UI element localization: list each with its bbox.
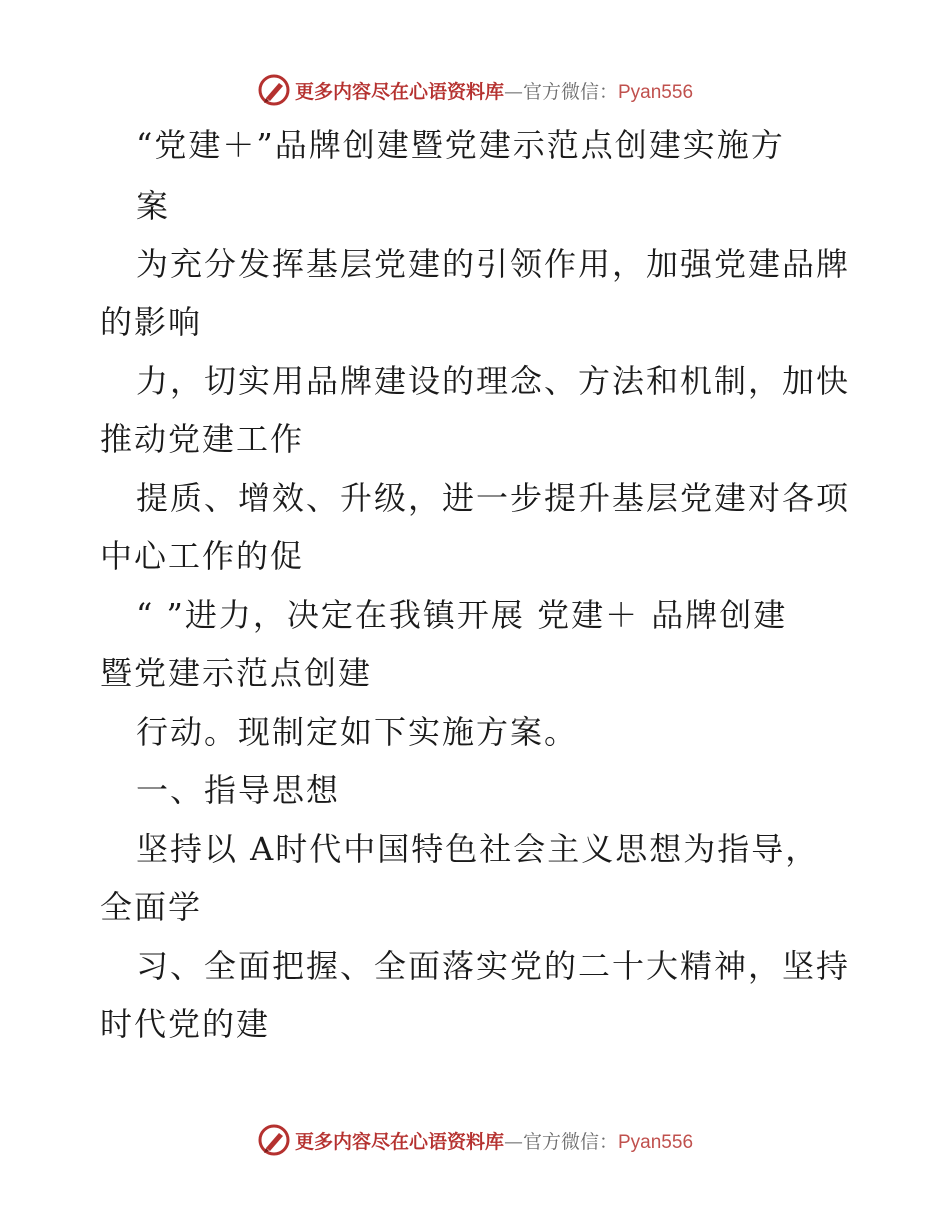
doc-paragraph-line: 时代党的建 — [100, 1005, 271, 1043]
footer-banner — [0, 1120, 950, 1160]
doc-paragraph-line: 暨党建示范点创建 — [100, 654, 373, 692]
doc-title-line-2: 案 — [136, 187, 171, 225]
pen-logo-icon — [257, 1123, 291, 1157]
header-wechat-id: Pyan556 — [618, 81, 694, 103]
footer-brand-text: 更多内容尽在心语资料库 — [294, 1130, 504, 1153]
doc-paragraph-line: 推动党建工作 — [100, 420, 305, 458]
doc-paragraph-line: “ ”进力，决定在我镇开展 党建＋ 品牌创建 — [136, 596, 788, 634]
footer-wechat-id: Pyan556 — [618, 1131, 694, 1153]
doc-paragraph-line: 行动。现制定如下实施方案。 — [136, 713, 579, 751]
doc-paragraph-line: 习、全面把握、全面落实党的二十大精神，坚持 — [136, 947, 851, 985]
footer-separator: — — [503, 1130, 523, 1153]
doc-paragraph-line: 提质、增效、升级，进一步提升基层党建对各项 — [136, 479, 851, 517]
doc-paragraph-line: 中心工作的促 — [100, 537, 305, 575]
header-banner-text — [295, 77, 693, 104]
header-brand-text: 更多内容尽在心语资料库 — [294, 80, 504, 103]
doc-paragraph-line: 坚持以 A时代中国特色社会主义思想为指导， — [136, 830, 820, 868]
footer-banner-text — [295, 1127, 693, 1154]
header-wechat-label: 官方微信： — [522, 80, 618, 103]
header-banner — [0, 70, 950, 110]
doc-section-heading: 一、指导思想 — [136, 771, 341, 809]
footer-wechat-label: 官方微信： — [522, 1130, 618, 1153]
pen-logo-icon — [257, 73, 291, 107]
doc-paragraph-line: 为充分发挥基层党建的引领作用，加强党建品牌 — [136, 245, 851, 283]
doc-title-line-1: “党建＋”品牌创建暨党建示范点创建实施方 — [136, 126, 785, 164]
doc-paragraph-line: 力，切实用品牌建设的理念、方法和机制，加快 — [136, 362, 851, 400]
header-separator: — — [503, 80, 523, 103]
doc-paragraph-line: 全面学 — [100, 888, 203, 926]
doc-paragraph-line: 的影响 — [100, 303, 203, 341]
